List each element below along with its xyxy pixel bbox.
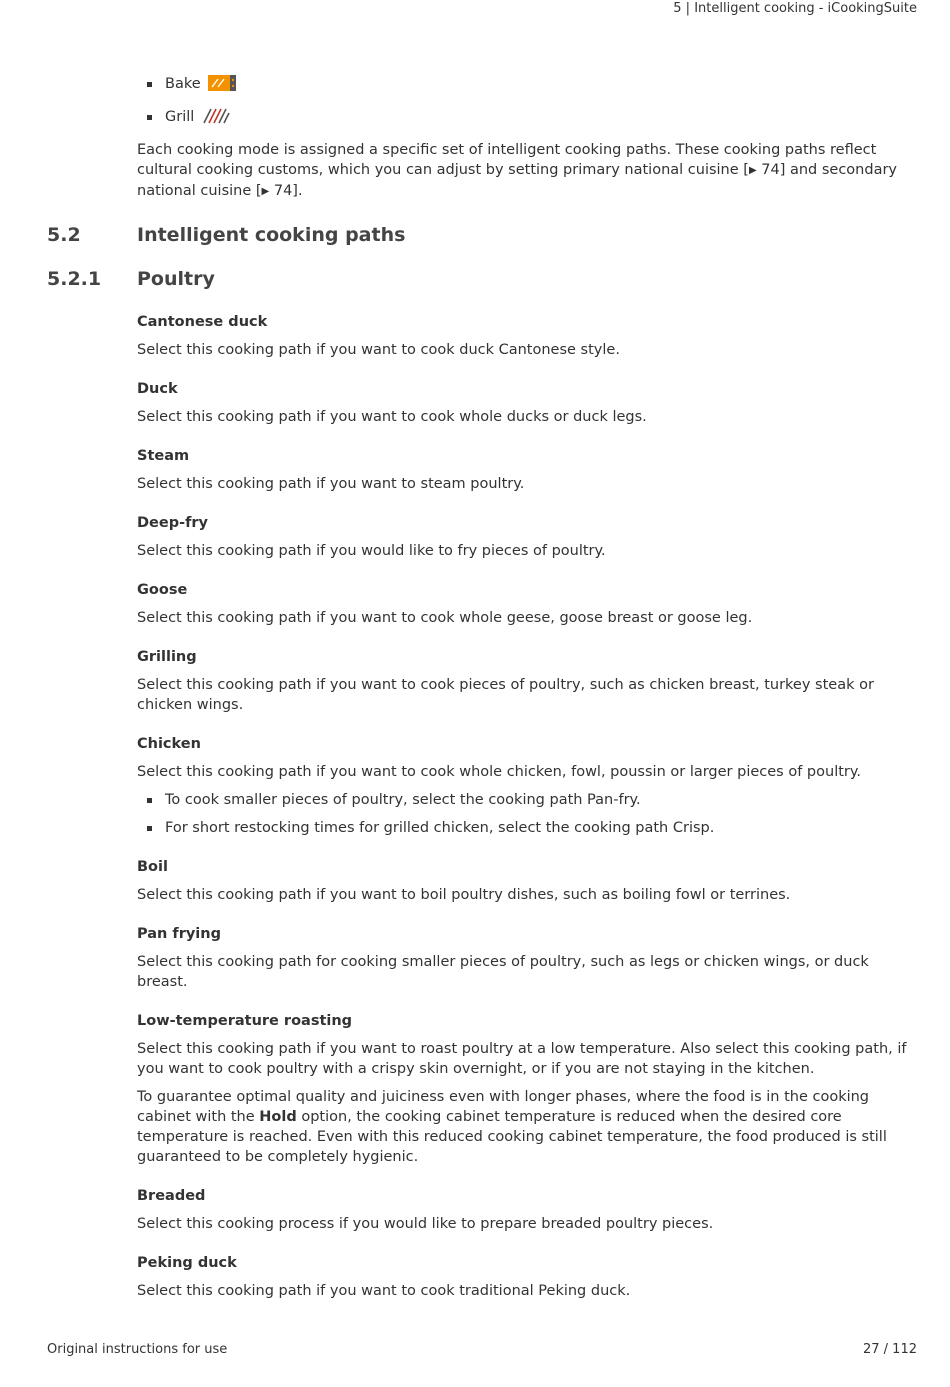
entry-text: Select this cooking path if you would like to fry pieces of poultry. (137, 543, 606, 559)
subsection-title: Poultry (137, 268, 215, 290)
entry-text: Select this cooking path if you want to steam poultry. (137, 476, 525, 492)
entry-deep-fry (137, 513, 912, 561)
entry-cantonese-duck (137, 312, 912, 360)
entry-text: Select this cooking process if you would like to prepare breaded poultry pieces. (137, 1216, 714, 1232)
entry-duck (137, 379, 912, 427)
entry-title: Pan frying (137, 926, 221, 942)
entry-text: Select this cooking path if you want to cook whole geese, goose breast or goose leg. (137, 610, 753, 626)
entry-title: Grilling (137, 649, 197, 665)
entry-text: Select this cooking path if you want to cook whole chicken, fowl, poussin or larger pieces of poultry. (137, 764, 861, 780)
entry-title: Deep-fry (137, 515, 209, 531)
list-item: To cook smaller pieces of poultry, select the cooking path Pan-fry. (137, 790, 912, 810)
entry-pan-frying (137, 924, 912, 992)
entry-title: Cantonese duck (137, 314, 268, 330)
intro-paragraph (137, 140, 912, 202)
entry-text: Select this cooking path if you want to cook duck Cantonese style. (137, 342, 620, 358)
entry-title: Goose (137, 582, 188, 598)
entry-breaded (137, 1186, 912, 1234)
mode-label: Grill (165, 109, 195, 125)
list-item: For short restocking times for grilled chicken, select the cooking path Crisp. (137, 818, 912, 838)
entry-steam (137, 446, 912, 494)
entry-title: Boil (137, 859, 168, 875)
list-item-grill (137, 107, 912, 130)
mode-label: Bake (165, 76, 201, 92)
entry-low-temperature-roasting (137, 1011, 912, 1167)
entry-title: Low-temperature roasting (137, 1013, 353, 1029)
subsection-heading (47, 268, 912, 294)
cross-reference-link[interactable]: 74 (269, 183, 293, 199)
section-title: Intelligent cooking paths (137, 224, 406, 246)
running-header: 5 | Intelligent cooking - iCookingSuite (673, 1, 917, 16)
entry-title: Chicken (137, 736, 201, 752)
bake-mode-icon (208, 75, 236, 97)
triangle-right-icon: ▶ (261, 186, 270, 197)
entry-extra-text (137, 1087, 912, 1167)
entry-text: Select this cooking path if you want to cook traditional Peking duck. (137, 1283, 631, 1299)
entry-text: Select this cooking path for cooking smaller pieces of poultry, such as legs or chicken wings, or duck breast. (137, 954, 869, 990)
intro-text: ]. (292, 183, 303, 199)
entry-title: Steam (137, 448, 190, 464)
list-item-bake (137, 74, 912, 97)
entry-text: Select this cooking path if you want to boil poultry dishes, such as boiling fowl or terrines. (137, 887, 791, 903)
cross-reference-link[interactable]: 74 (756, 162, 780, 178)
entry-grilling (137, 647, 912, 715)
entry-chicken (137, 734, 912, 838)
extra-text: To guarantee optimal quality and juiciness even with longer phases, where the food is in the cooking cabinet with the (137, 1089, 870, 1125)
footer-page-number: 27 / 112 (863, 1342, 917, 1357)
footer-document-type: Original instructions for use (47, 1342, 228, 1357)
entry-peking-duck (137, 1253, 912, 1301)
subsection-number: 5.2.1 (47, 268, 102, 290)
entry-text: Select this cooking path if you want to roast poultry at a low temperature. Also select this cooking path, if you want to cook poultry with a crispy skin overnight, or if you are not staying in the kitchen. (137, 1041, 907, 1077)
section-heading (47, 224, 912, 250)
chicken-tips-list (137, 790, 912, 838)
entry-boil (137, 857, 912, 905)
entry-text: Select this cooking path if you want to cook pieces of poultry, such as chicken breast, turkey steak or chicken wings. (137, 677, 874, 713)
intro-text: ] and secondary national cuisine [ (137, 162, 897, 199)
grill-mode-icon (202, 108, 230, 130)
extra-text: option, the cooking cabinet temperature is reduced when the desired core temperature is reached. Even with this reduced cooking cabinet temperature, the food produced is still guaranteed to be completely hygienic. (137, 1109, 887, 1165)
entry-title: Breaded (137, 1188, 206, 1204)
entry-goose (137, 580, 912, 628)
entry-text: Select this cooking path if you want to cook whole ducks or duck legs. (137, 409, 647, 425)
main-content (47, 74, 912, 1320)
triangle-right-icon: ▶ (748, 165, 757, 176)
hold-option-label: Hold (259, 1109, 297, 1125)
entry-title: Peking duck (137, 1255, 237, 1271)
section-number: 5.2 (47, 224, 81, 246)
intro-text: Each cooking mode is assigned a specific set of intelligent cooking paths. These cooking paths reflect cultural cooking customs, which you can adjust by setting primary national cuisine [ (137, 142, 877, 178)
cooking-mode-list (137, 74, 912, 130)
entry-title: Duck (137, 381, 178, 397)
